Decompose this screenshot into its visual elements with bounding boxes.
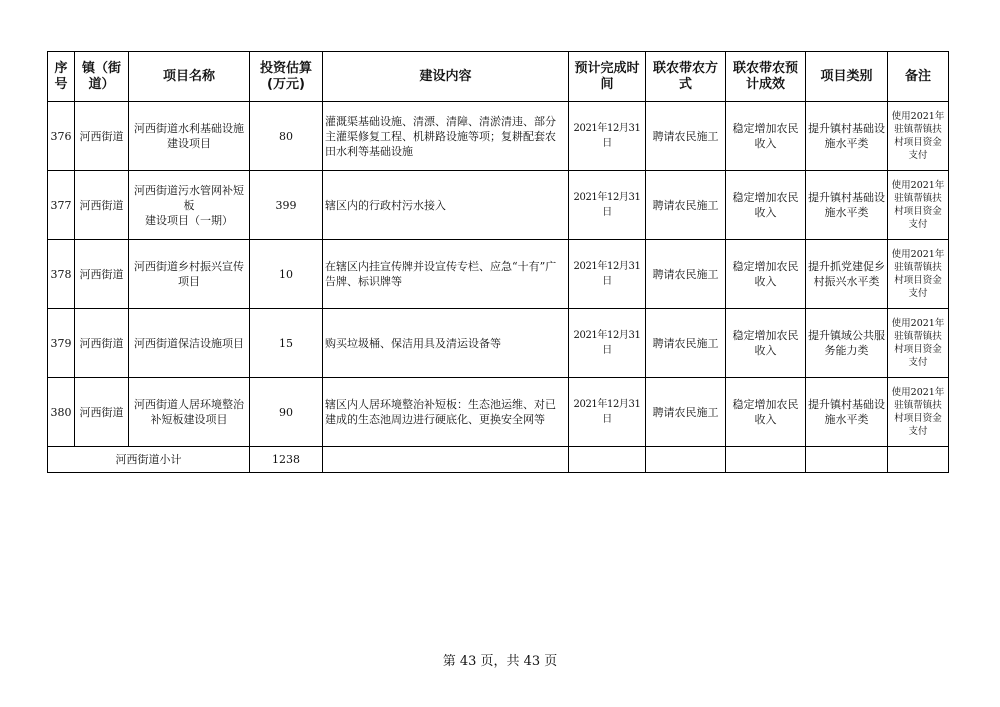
- cell-method: 聘请农民施工: [646, 240, 726, 309]
- cell-name: 河西街道水利基础设施建设项目: [129, 102, 250, 171]
- header-remark: 备注: [888, 52, 949, 102]
- table-row: [48, 309, 949, 378]
- cell-seq: 376: [48, 102, 75, 171]
- cell-name: 河西街道保洁设施项目: [129, 309, 250, 378]
- empty-cell: [888, 447, 949, 473]
- cell-effect: 稳定增加农民收入: [726, 309, 806, 378]
- cell-town: 河西街道: [75, 102, 129, 171]
- cell-remark: 使用2021年驻镇帮镇扶村项目资金支付: [888, 102, 949, 171]
- cell-effect: 稳定增加农民收入: [726, 102, 806, 171]
- header-category: 项目类别: [806, 52, 888, 102]
- cell-investment: 10: [250, 240, 323, 309]
- cell-remark: 使用2021年驻镇帮镇扶村项目资金支付: [888, 240, 949, 309]
- table-row: [48, 102, 949, 171]
- cell-investment: 90: [250, 378, 323, 447]
- cell-content: 购买垃圾桶、保洁用具及清运设备等: [323, 309, 569, 378]
- cell-category: 提升镇村基础设施水平类: [806, 378, 888, 447]
- cell-completion: 2021年12月31日: [569, 240, 646, 309]
- header-effect: 联农带农预计成效: [726, 52, 806, 102]
- header-name: 项目名称: [129, 52, 250, 102]
- cell-completion: 2021年12月31日: [569, 102, 646, 171]
- empty-cell: [569, 447, 646, 473]
- cell-content: 在辖区内挂宣传牌并设宣传专栏、应急“十有”广告牌、标识牌等: [323, 240, 569, 309]
- cell-investment: 15: [250, 309, 323, 378]
- cell-town: 河西街道: [75, 309, 129, 378]
- project-table: [47, 51, 949, 473]
- cell-category: 提升镇村基础设施水平类: [806, 171, 888, 240]
- cell-method: 聘请农民施工: [646, 171, 726, 240]
- cell-investment: 399: [250, 171, 323, 240]
- cell-content: 辖区内的行政村污水接入: [323, 171, 569, 240]
- cell-method: 聘请农民施工: [646, 378, 726, 447]
- subtotal-row: [48, 447, 949, 473]
- cell-effect: 稳定增加农民收入: [726, 171, 806, 240]
- cell-remark: 使用2021年驻镇帮镇扶村项目资金支付: [888, 171, 949, 240]
- cell-category: 提升镇村基础设施水平类: [806, 102, 888, 171]
- cell-name: 河西街道人居环境整治补短板建设项目: [129, 378, 250, 447]
- page-number-footer: 第 43 页，共 43 页: [442, 654, 558, 669]
- cell-town: 河西街道: [75, 171, 129, 240]
- table-row: [48, 171, 949, 240]
- header-completion: 预计完成时间: [569, 52, 646, 102]
- cell-content: 辖区内人居环境整治补短板：生态池运维、对已建成的生态池周边进行硬底化、更换安全网等: [323, 378, 569, 447]
- cell-investment: 80: [250, 102, 323, 171]
- table-row: [48, 240, 949, 309]
- cell-effect: 稳定增加农民收入: [726, 378, 806, 447]
- cell-remark: 使用2021年驻镇帮镇扶村项目资金支付: [888, 378, 949, 447]
- header-investment: 投资估算(万元): [250, 52, 323, 102]
- cell-seq: 377: [48, 171, 75, 240]
- cell-completion: 2021年12月31日: [569, 171, 646, 240]
- cell-seq: 379: [48, 309, 75, 378]
- cell-content: 灌溉渠基础设施、清漂、清障、清淤清违、部分主灌渠修复工程、机耕路设施等项；复耕配套农田水利等基础设施: [323, 102, 569, 171]
- cell-town: 河西街道: [75, 378, 129, 447]
- header-content: 建设内容: [323, 52, 569, 102]
- empty-cell: [646, 447, 726, 473]
- header-town: 镇（街道）: [75, 52, 129, 102]
- cell-name: 河西街道污水管网补短板 建设项目（一期）: [129, 171, 250, 240]
- header-seq: 序号: [48, 52, 75, 102]
- cell-method: 聘请农民施工: [646, 309, 726, 378]
- empty-cell: [806, 447, 888, 473]
- empty-cell: [726, 447, 806, 473]
- cell-seq: 378: [48, 240, 75, 309]
- cell-town: 河西街道: [75, 240, 129, 309]
- header-method: 联农带农方式: [646, 52, 726, 102]
- cell-seq: 380: [48, 378, 75, 447]
- table-row: [48, 378, 949, 447]
- cell-category: 提升镇域公共服务能力类: [806, 309, 888, 378]
- header-row: [48, 52, 949, 102]
- subtotal-label: 河西街道小计: [48, 447, 250, 473]
- cell-category: 提升抓党建促乡村振兴水平类: [806, 240, 888, 309]
- cell-completion: 2021年12月31日: [569, 378, 646, 447]
- subtotal-investment: 1238: [250, 447, 323, 473]
- cell-remark: 使用2021年驻镇帮镇扶村项目资金支付: [888, 309, 949, 378]
- empty-cell: [323, 447, 569, 473]
- cell-completion: 2021年12月31日: [569, 309, 646, 378]
- cell-name: 河西街道乡村振兴宣传项目: [129, 240, 250, 309]
- cell-effect: 稳定增加农民收入: [726, 240, 806, 309]
- cell-method: 聘请农民施工: [646, 102, 726, 171]
